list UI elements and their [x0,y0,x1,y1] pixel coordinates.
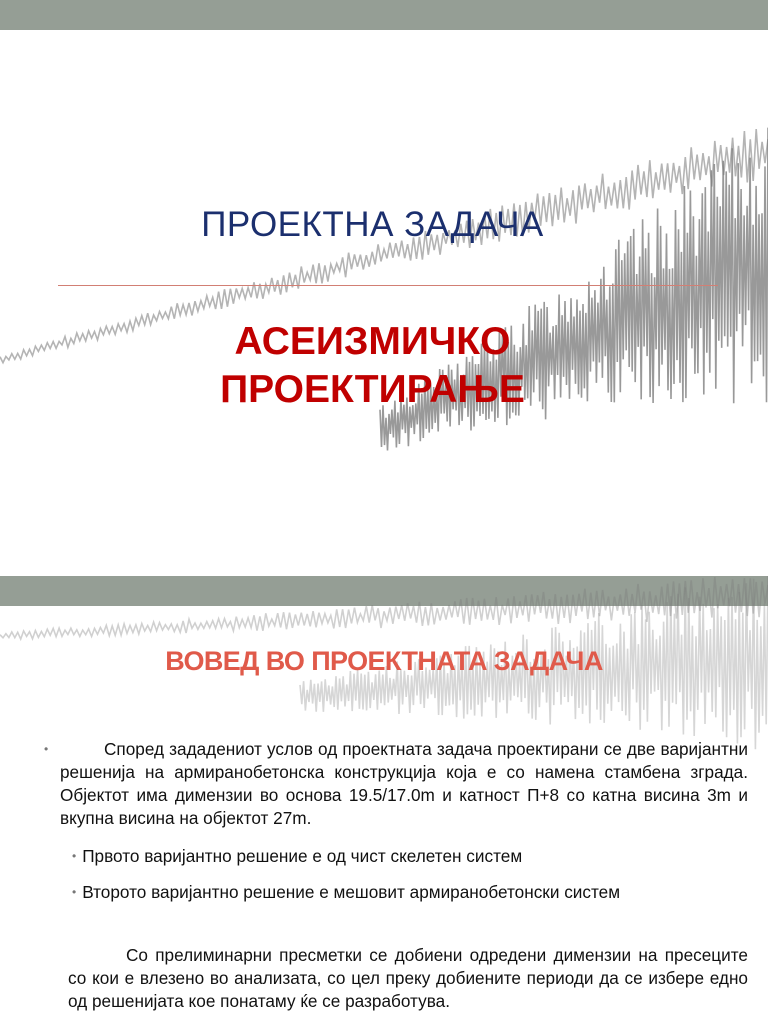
bullet-icon: • [72,885,77,899]
subtitle-line-1: АСЕИЗМИЧКО [234,320,511,363]
intro-paragraph-text: Според зададениот услов од проектната задача проектирани се две варијантни решенија на армиранобетонска конструкција која е со намена стамбена зграда. Објектот има димензии во основа 19.5/17.0m и катност П+8 со катна висина 3m и вкупна висина на објектот 27m. [60,739,748,828]
title-divider [58,285,718,286]
intro-paragraph [60,738,748,830]
list-item [72,882,620,903]
bullet-icon: • [72,849,77,863]
list-item-text: Првото варијантно решение е од чист скелетен систем [82,846,523,866]
subtitle-line-2: ПРОЕКТИРАЊЕ [220,368,525,411]
analysis-paragraph [68,944,748,1013]
list-item-text: Второто варијантно решение е мешовит армиранобетонски систем [82,882,621,902]
bullet-icon: • [44,742,49,756]
slide-2 [0,576,768,1024]
slide-subtitle [0,318,745,414]
slide-title: ПРОЕКТНА ЗАДАЧА [201,205,544,244]
list-item [72,846,522,867]
analysis-paragraph-text: Со прелиминарни пресметки се добиени одредени димензии на пресеците со кои е влезено во анализата, со цел преку добиените периоди да се избере едно од решенијата кое понатаму ќе се разработува. [68,945,748,1011]
slide-title: ВОВЕД ВО ПРОЕКТНАТА ЗАДАЧА [165,646,603,676]
